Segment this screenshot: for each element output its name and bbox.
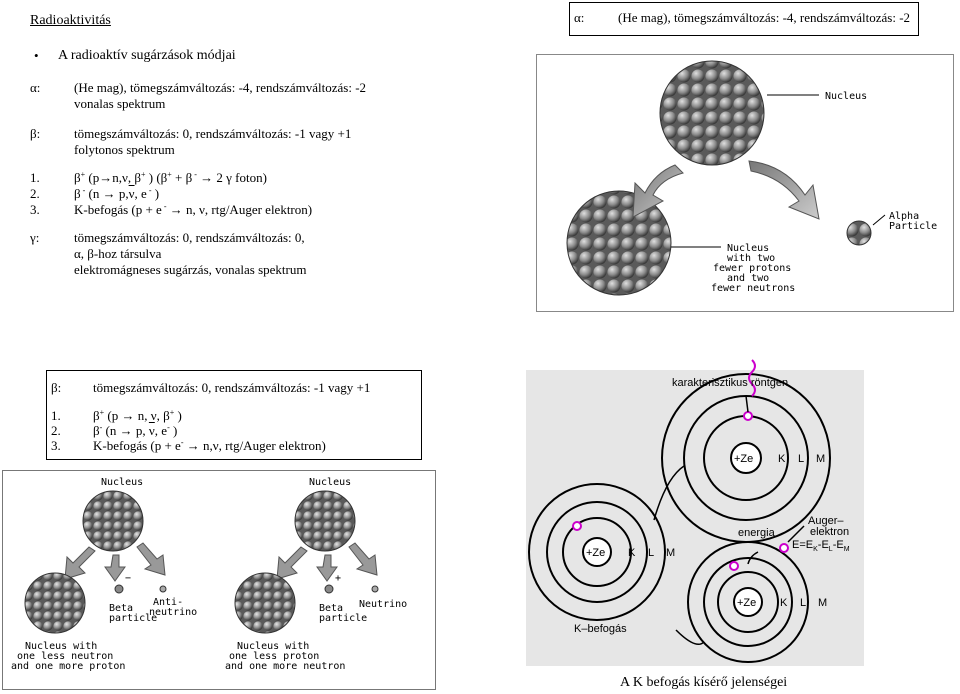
auger-formula: $E=E_K-E_L-E_M$ [792, 539, 850, 553]
k-capture-figure [526, 370, 864, 666]
beta-item-3: K-befogás (p + e - → n, ν, rtg/Auger elektron) [74, 202, 313, 217]
beta-box-item-2: β- (n → p, $\overline{\nu}$, e- ) [93, 423, 178, 438]
right-daughter-nucleus [235, 573, 295, 633]
gamma-line-1: tömegszámváltozás: 0, rendszámváltozás: 0, [74, 230, 305, 245]
k-capture-diagram [526, 370, 960, 694]
alpha-line-1: (He mag), tömegszámváltozás: -4, rendszámváltozás: -2 [74, 80, 367, 95]
left-nucleus-label: Nucleus [101, 477, 144, 488]
right-neutrino [372, 586, 378, 592]
k-left: K [628, 547, 636, 559]
alpha-decay-figure [536, 54, 954, 312]
beta-line-1: tömegszámváltozás: 0, rendszámváltozás: -1 vagy +1 [74, 126, 352, 141]
left-arrow-2 [105, 555, 125, 581]
right-caption-1: Nucleus with [237, 641, 310, 652]
right-beta-label-1: Beta [319, 603, 344, 614]
parent-nucleus [660, 61, 764, 165]
left-caption-2: one less neutron [17, 651, 114, 662]
right-neutrino-label: Neutrino [359, 599, 408, 610]
page-title: Radioaktivitás [30, 13, 111, 28]
right-beta-particle [325, 585, 333, 593]
product-label-2: with two [727, 253, 776, 264]
left-neutrino-label-2: neutrino [149, 607, 198, 618]
left-beta-label-1: Beta [109, 603, 134, 614]
atom-right [688, 515, 850, 662]
left-parent-nucleus [83, 491, 143, 551]
arrow-to-alpha [749, 161, 819, 219]
nucleus-label: Nucleus [825, 91, 868, 102]
beta-box-item-3: K-befogás (p + e- → n,ν, rtg/Auger elektron) [93, 438, 326, 453]
right-beta-label-2: particle [319, 613, 368, 624]
m-right: M [818, 597, 828, 609]
k-capture-label: K–befogás [574, 623, 627, 635]
vacancy-top [744, 412, 752, 420]
ze-top: +Ze [734, 453, 754, 465]
gamma-line-2: α, β-hoz társulva [74, 246, 162, 261]
product-label-1: Nucleus [727, 243, 770, 254]
alpha-line-2: vonalas spektrum [74, 96, 166, 111]
left-caption-3: and one more proton [11, 661, 126, 672]
atom-left [529, 484, 675, 635]
gamma-symbol: γ: [30, 230, 40, 245]
auger-label-2: elektron [810, 526, 850, 538]
beta-box-item-2-num: 2. [51, 423, 61, 438]
right-arrow-3 [349, 543, 377, 575]
beta-box-line-1: tömegszámváltozás: 0, rendszámváltozás: -1 vagy +1 [93, 380, 371, 395]
left-arrow-3 [137, 543, 165, 575]
beta-box-item-3-num: 3. [51, 438, 61, 453]
left-daughter-nucleus [25, 573, 85, 633]
beta-box-symbol: β: [51, 380, 62, 395]
beta-summary-box [46, 370, 422, 460]
alpha-pointer [873, 215, 885, 225]
beta-item-2: β - ($n \to p,\overline{\nu}$, e - ) [74, 186, 160, 201]
left-beta-label-2: particle [109, 613, 158, 624]
alpha-decay-diagram [537, 55, 953, 311]
beta-line-2: folytonos spektrum [74, 142, 175, 157]
product-label-4: and two [727, 273, 770, 284]
bullet: • [34, 48, 39, 63]
alpha-symbol: α: [574, 10, 585, 25]
right-plus-sign: + [335, 573, 342, 584]
k-capture-caption: A K befogás kísérő jelenségei [620, 675, 788, 690]
daughter-nucleus [567, 191, 671, 295]
l-top: L [798, 453, 805, 465]
auger-electron [780, 544, 788, 552]
gamma-line-3: elektromágneses sugárzás, vonalas spektrum [74, 262, 307, 277]
xray-label: karakterisztikus röntgen [672, 377, 789, 389]
right-nucleus-label: Nucleus [309, 477, 352, 488]
beta-item-3-num: 3. [30, 202, 40, 217]
l-left: L [648, 547, 655, 559]
left-beta-particle [115, 585, 123, 593]
beta-symbol: β: [30, 126, 41, 141]
right-parent-nucleus [295, 491, 355, 551]
m-left: M [666, 547, 676, 559]
right-caption-2: one less proton [229, 651, 320, 662]
right-caption-3: and one more neutron [225, 661, 346, 672]
alpha-summary-box [569, 2, 919, 36]
product-label-3: fewer protons [713, 263, 792, 274]
beta-item-2-num: 2. [30, 186, 40, 201]
left-antineutrino [160, 586, 166, 592]
alpha-symbol: α: [30, 80, 41, 95]
electron-left [573, 522, 581, 530]
alpha-label-1: Alpha [889, 211, 920, 222]
electron-right [730, 562, 738, 570]
product-label-5: fewer neutrons [711, 283, 796, 294]
left-caption-1: Nucleus with [25, 641, 98, 652]
m-top: M [816, 453, 826, 465]
transition-arrow-top [746, 396, 748, 412]
right-arrow-2 [317, 555, 337, 581]
beta-item-1-num: 1. [30, 170, 40, 185]
energia-label: energia [738, 527, 775, 539]
alpha-summary-text: (He mag), tömegszámváltozás: -4, rendszámváltozás: -2 [618, 10, 911, 25]
ze-left: +Ze [586, 547, 606, 559]
right-arrow-1 [277, 547, 307, 579]
left-minus-sign: − [125, 573, 132, 584]
beta-decay-figure [2, 470, 436, 690]
beta-box-item-1-num: 1. [51, 408, 61, 423]
beta-box-item-1: β+ (p → n, ν, β+ ) [93, 408, 182, 423]
left-neutrino-label-1: Anti- [153, 597, 184, 608]
ze-right: +Ze [737, 597, 757, 609]
k-top: K [778, 453, 786, 465]
section-heading: A radioaktív sugárzások módjai [58, 48, 236, 63]
atom-top [662, 360, 830, 542]
k-right: K [780, 597, 788, 609]
alpha-label-2: Particle [889, 221, 938, 232]
auger-label-1: Auger– [808, 515, 844, 527]
left-arrow-1 [65, 547, 95, 579]
alpha-particle [847, 221, 871, 245]
l-right: L [800, 597, 807, 609]
beta-item-1: β+ (p→n,ν, β+ ) (β+ + β - → 2 γ foton) [74, 170, 267, 185]
beta-decay-diagram [3, 471, 435, 689]
